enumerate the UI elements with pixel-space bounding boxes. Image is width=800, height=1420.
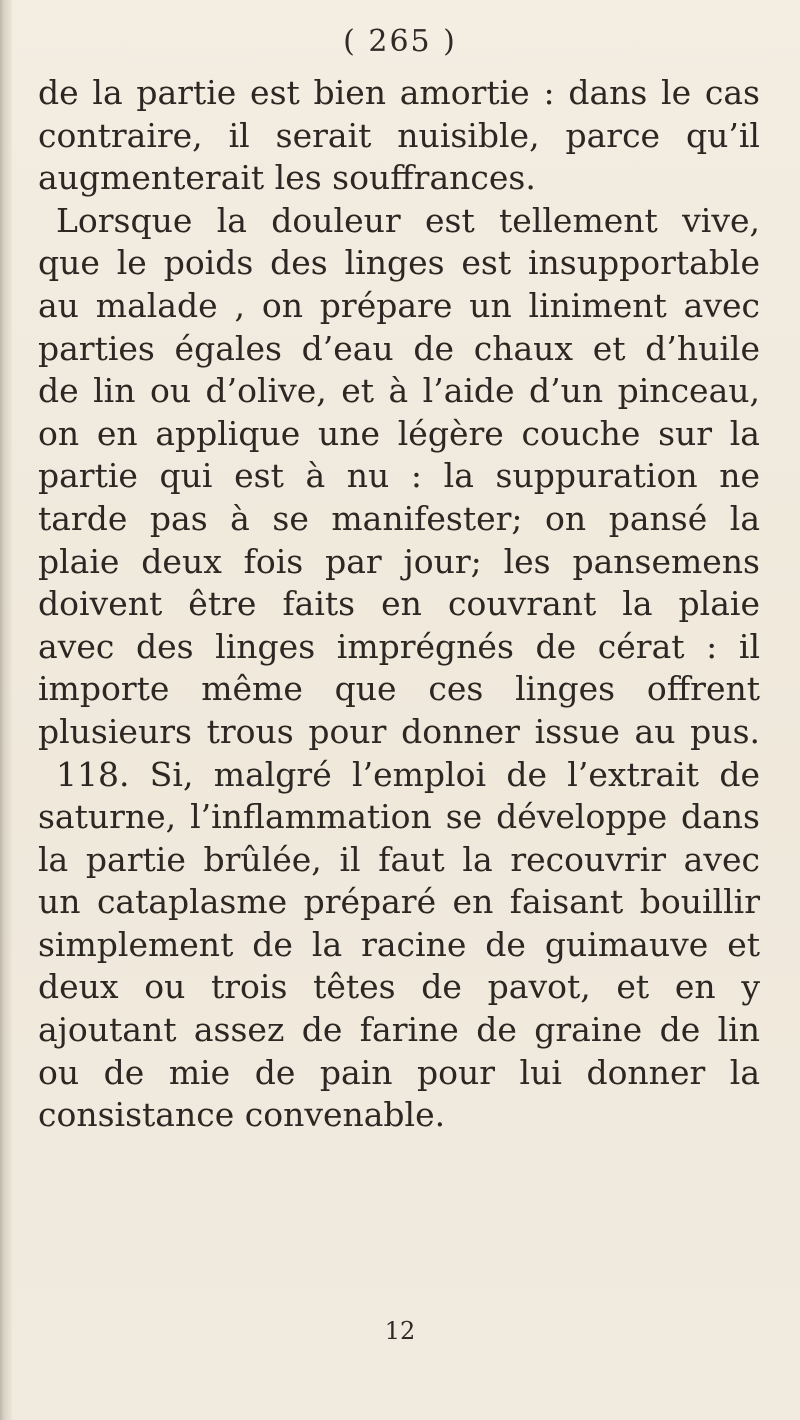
text-line: que le poids des linges est insupportable bbox=[38, 243, 760, 283]
binding-edge bbox=[0, 0, 12, 1420]
text-line: deux ou trois têtes de pavot, et en y bbox=[38, 967, 760, 1007]
text-line: simplement de la racine de guimauve et bbox=[38, 924, 760, 964]
text-line: la partie brûlée, il faut la recouvrir avec bbox=[38, 839, 760, 879]
text-line: augmenterait les souffrances. bbox=[38, 158, 536, 198]
text-line: ajoutant assez de farine de graine de lin bbox=[38, 1010, 760, 1050]
text-line: partie qui est à nu : la suppuration ne bbox=[38, 456, 760, 496]
text-line: de la partie est bien amortie : dans le cas bbox=[38, 73, 760, 112]
text-line: 118. Si, malgré l’emploi de l’extrait de bbox=[56, 754, 760, 794]
text-line: importe même que ces linges offrent bbox=[38, 669, 760, 709]
text-line: plaie deux fois par jour; les pansemens bbox=[38, 541, 760, 581]
text-line: ou de mie de pain pour lui donner la bbox=[38, 1052, 760, 1092]
signature-mark: 12 bbox=[384, 1317, 416, 1345]
text-line: tarde pas à se manifester; on pansé la bbox=[38, 498, 760, 538]
text-line: plusieurs trous pour donner issue au pus. bbox=[38, 711, 760, 751]
body-text bbox=[38, 72, 760, 1137]
text-line: parties égales d’eau de chaux et d’huile bbox=[38, 328, 760, 368]
text-line: de lin ou d’olive, et à l’aide d’un pinceau, bbox=[38, 371, 760, 411]
text-line: avec des linges imprégnés de cérat : il bbox=[38, 626, 760, 666]
text-line: on en applique une légère couche sur la bbox=[38, 413, 760, 453]
text-line: un cataplasme préparé en faisant bouillir bbox=[38, 882, 760, 922]
text-line: saturne, l’inflammation se développe dans bbox=[38, 797, 760, 837]
text-line: consistance convenable. bbox=[38, 1095, 446, 1135]
text-line: contraire, il serait nuisible, parce qu’il bbox=[38, 115, 760, 155]
page-number-header: ( 265 ) bbox=[343, 24, 457, 59]
text-line: au malade , on prépare un liniment avec bbox=[38, 285, 760, 325]
text-line: doivent être faits en couvrant la plaie bbox=[38, 584, 760, 624]
text-line: Lorsque la douleur est tellement vive, bbox=[56, 200, 760, 240]
